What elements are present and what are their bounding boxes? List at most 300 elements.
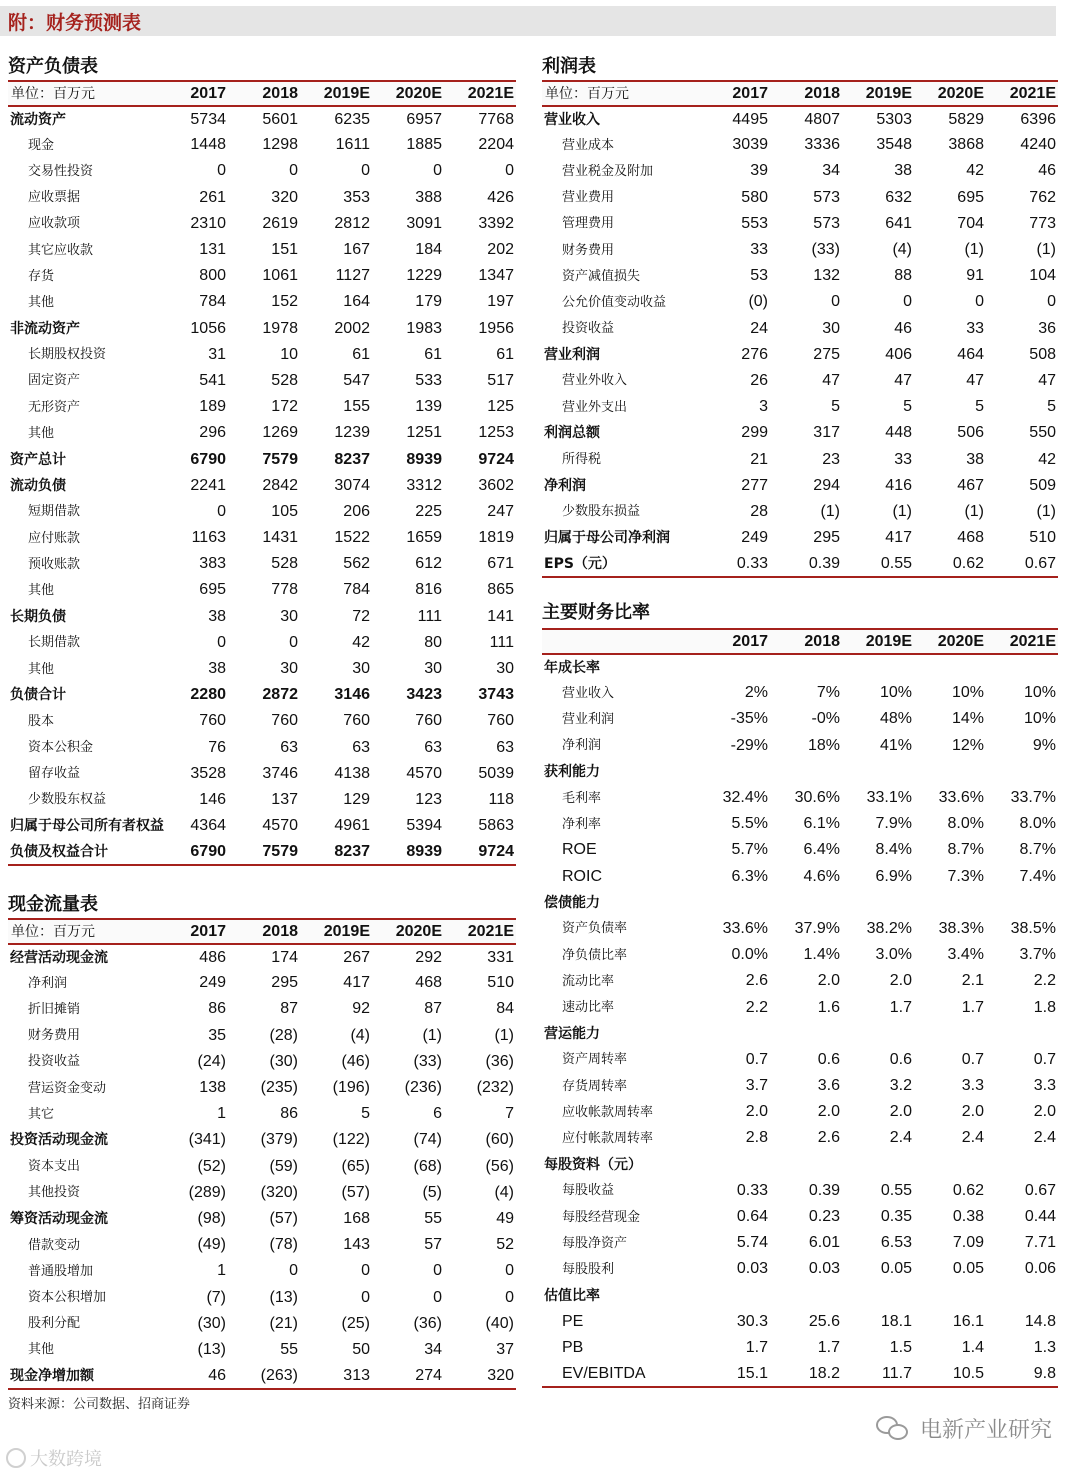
table-row [8,735,516,761]
cell-value: 0.06 [1024,1260,1056,1278]
cell-value: 33.6% [938,789,984,807]
cell-value: -29% [730,736,768,754]
row-label: 营业税金及附加 [562,163,654,179]
table-row [542,1021,1058,1047]
table-row [8,342,516,368]
cell-value: 0 [903,293,912,311]
cell-value: (232) [476,1079,514,1097]
table-row [542,185,1058,211]
cell-value: 28 [750,502,768,520]
table-row [542,1283,1058,1309]
cell-value: 48% [879,710,912,728]
table-row [8,368,516,394]
table-row [542,942,1058,968]
cell-value: 47 [822,371,840,389]
cell-value: 5601 [262,110,298,128]
cell-value: (1) [964,502,984,520]
cell-value: 8.7% [1019,841,1056,859]
cell-value: (24) [197,1052,226,1070]
cell-value [986,1152,1058,1178]
cell-value: 10% [879,684,912,702]
cell-value: 760 [271,712,298,730]
cell-value: 33.1% [866,789,912,807]
cell-value: 7768 [478,110,514,128]
cell-value: 141 [487,607,514,625]
row-label: 股本 [28,713,55,729]
row-label: 长期负债 [10,608,66,625]
cell-value: 5039 [478,764,514,782]
cell-value: 7579 [262,450,298,468]
row-label: 现金 [28,137,55,153]
cell-value: 7.9% [875,815,912,833]
cell-value: 91 [966,267,984,285]
cell-value: 105 [271,502,298,520]
balance-sheet-table [8,80,516,866]
cell-value: 3 [759,398,768,416]
row-label: 营业成本 [562,137,615,153]
cell-value: 7.3% [947,867,984,885]
table-row [542,473,1058,499]
cell-value: 1.7 [889,998,912,1016]
cell-value: 1239 [334,424,370,442]
cell-value: (57) [269,1209,298,1227]
cell-value: 6235 [334,110,370,128]
row-label: 毛利率 [562,790,602,806]
cell-value: 1 [217,1105,226,1123]
table-row [8,1284,516,1310]
table-row [8,158,516,184]
watermark [876,1413,1052,1444]
cell-value: (40) [485,1314,514,1332]
cell-value: 671 [487,555,514,573]
cell-value: 5863 [478,817,514,835]
table-row [8,1337,516,1363]
cell-value: 641 [885,214,912,232]
cell-value: 0.05 [952,1260,984,1278]
cell-value: 1.7 [961,998,984,1016]
table-row [8,473,516,499]
year-header: 2019E [842,629,914,654]
row-label: 每股净资产 [562,1235,628,1251]
row-label: 每股资料（元） [544,1156,642,1173]
cell-value: 0 [361,1288,370,1306]
table-row [8,656,516,682]
cell-value: 2.4 [1033,1129,1056,1147]
logo-icon [6,1448,26,1468]
cell-value: 87 [424,1000,442,1018]
table-row [542,263,1058,289]
cell-value: 0 [433,1262,442,1280]
cell-value: 0 [433,1288,442,1306]
cell-value: 2280 [190,686,226,704]
table-row [542,785,1058,811]
cell-value: 1819 [478,529,514,547]
cell-value: 168 [343,1209,370,1227]
cell-value: (1) [892,502,912,520]
row-label: 流动比率 [562,973,615,989]
cell-value: 61 [424,345,442,363]
cell-value: (1) [422,1026,442,1044]
cell-value: 2.0 [889,972,912,990]
cell-value: 562 [343,555,370,573]
cell-value: (4) [494,1183,514,1201]
cell-value: 247 [487,502,514,520]
income-statement-title: 利润表 [542,56,596,77]
table-row [542,1073,1058,1099]
row-label: 其他 [28,582,55,598]
row-label: 留存收益 [28,766,81,782]
cell-value: 2241 [190,476,226,494]
cell-value [842,1152,914,1178]
cell-value: 1253 [478,424,514,442]
cell-value: (13) [197,1340,226,1358]
cell-value [698,1152,770,1178]
cell-value: (33) [811,241,840,259]
cell-value: 111 [489,633,514,651]
cell-value: 0.62 [914,551,986,577]
cell-value: 23 [822,450,840,468]
cell-value: 0 [361,1262,370,1280]
cell-value: 8237 [334,450,370,468]
cell-value: 38.2% [866,919,912,937]
table-row [8,1206,516,1232]
cell-value: (56) [485,1157,514,1175]
cell-value: (46) [341,1052,370,1070]
row-label: 净负债比率 [562,947,628,963]
table-row [8,996,516,1022]
cell-value: 760 [487,712,514,730]
cell-value: 125 [487,398,514,416]
watermark-text: 电新产业研究 [919,1418,1052,1443]
cell-value: (30) [269,1052,298,1070]
cell-value: 4364 [190,817,226,835]
cell-value [914,890,986,916]
row-label: 折旧摊销 [28,1001,81,1017]
cell-value: 547 [343,371,370,389]
cell-value: 261 [199,188,226,206]
row-label: 获利能力 [544,763,600,780]
table-row [8,577,516,603]
table-row [542,837,1058,863]
cell-value: 0.6 [817,1050,840,1068]
cell-value: 1.5 [889,1338,912,1356]
cell-value: 295 [271,974,298,992]
cell-value [842,654,914,680]
cell-value: (21) [269,1314,298,1332]
table-row [8,944,516,970]
cell-value: 47 [1038,371,1056,389]
cell-value [842,890,914,916]
row-label: 营业外支出 [562,399,628,415]
row-label: 短期借款 [28,504,81,520]
cell-value: 30 [280,660,298,678]
row-label: 速动比率 [562,1000,615,1016]
cell-value: 41% [879,736,912,754]
table-row [8,630,516,656]
year-header: 2017 [698,81,770,106]
table-row [542,759,1058,785]
cell-value: 2.2 [745,998,768,1016]
row-label: 少数股东权益 [28,792,107,808]
cell-value: 2842 [262,476,298,494]
table-row [8,132,516,158]
row-label: EPS（元） [542,551,698,577]
cell-value: 7.4% [1019,867,1056,885]
cell-value [842,1021,914,1047]
row-label: 借款变动 [28,1237,81,1253]
cell-value: 146 [199,790,226,808]
table-row [8,970,516,996]
cell-value: 86 [280,1105,298,1123]
cell-value: (28) [269,1026,298,1044]
table-row [8,839,516,865]
cell-value [986,890,1058,916]
cell-value: 2.4 [889,1129,912,1147]
cell-value: 46 [894,319,912,337]
cell-value: 1978 [262,319,298,337]
row-label: 财务费用 [562,242,615,258]
cell-value: 2.6 [745,972,768,990]
cell-value: 468 [957,529,984,547]
row-label: 其他 [28,661,55,677]
cell-value: 573 [813,214,840,232]
cell-value: 8939 [372,839,444,865]
cell-value: (13) [269,1288,298,1306]
cell-value: 0.44 [1024,1208,1056,1226]
cell-value: 14.8 [1024,1312,1056,1330]
cell-value: 2.0 [889,1103,912,1121]
cell-value: (1) [820,502,840,520]
cell-value: (68) [413,1157,442,1175]
cell-value: 0 [289,162,298,180]
row-label: 利润总额 [544,425,600,442]
cell-value: 5 [903,398,912,416]
cell-value: 0 [289,1262,298,1280]
row-label: 流动资产 [10,111,66,128]
cell-value: 5 [975,398,984,416]
year-header: 2021E [444,919,516,944]
row-label: 非流动资产 [10,320,80,337]
cell-value: 3548 [876,136,912,154]
year-header: 2019E [300,919,372,944]
cell-value: 9% [1032,736,1056,754]
cell-value: 468 [415,974,442,992]
cell-value: 8939 [406,450,442,468]
cell-value: 528 [271,555,298,573]
row-label: 净利率 [562,816,602,832]
table-row [8,1363,516,1389]
cell-value: 197 [487,293,514,311]
cell-value: 10% [1023,710,1056,728]
cell-value: 32.4% [722,789,768,807]
row-label: 营业收入 [562,685,615,701]
table-row [8,394,516,420]
cell-value: 510 [487,974,514,992]
cell-value: 0 [1047,293,1056,311]
cell-value: 8237 [300,839,372,865]
cell-value: 3423 [406,686,442,704]
cell-value: 509 [1029,476,1056,494]
cell-value: 816 [415,581,442,599]
cell-value [986,1283,1058,1309]
cell-value: 2.0 [817,972,840,990]
table-row [542,654,1058,680]
cell-value: (4) [892,241,912,259]
cash-flow-table [8,918,516,1390]
cell-value: -0% [811,710,840,728]
cell-value: 15.1 [698,1361,770,1387]
cell-value: 1 [217,1262,226,1280]
cell-value: 0.7 [1033,1050,1056,1068]
cell-value: 2872 [262,686,298,704]
cell-value: 388 [415,188,442,206]
cell-value: 47 [966,371,984,389]
table-row [8,1154,516,1180]
cell-value: 331 [487,948,514,966]
cell-value: 573 [813,188,840,206]
table-row [542,916,1058,942]
cell-value: 695 [199,581,226,599]
cell-value: 0.33 [698,551,770,577]
cell-value: 4807 [804,110,840,128]
table-row [542,446,1058,472]
row-label: 其他 [28,425,55,441]
cell-value: 87 [280,1000,298,1018]
table-row [8,787,516,813]
cell-value: 0 [289,633,298,651]
row-label: 负债及权益合计 [8,839,156,865]
row-label: 应付帐款周转率 [562,1130,654,1146]
cell-value [914,1152,986,1178]
cell-value: 467 [957,476,984,494]
row-label: 投资活动现金流 [10,1132,108,1149]
cell-value: 317 [813,424,840,442]
table-header-row [542,81,1058,106]
cell-value: 353 [343,188,370,206]
cell-value: 1431 [262,529,298,547]
cell-value: 6957 [406,110,442,128]
cell-value: 5303 [876,110,912,128]
cell-value: 61 [496,345,514,363]
table-row [8,1311,516,1337]
cell-value: (0) [748,293,768,311]
cell-value: (65) [341,1157,370,1175]
cell-value: 33.7% [1010,789,1056,807]
cell-value: 111 [417,607,442,625]
cell-value: 3.3 [961,1077,984,1095]
unit-label [542,629,698,654]
cell-value: 6 [433,1105,442,1123]
cell-value: 2619 [262,214,298,232]
table-row [542,342,1058,368]
cell-value: 42 [1038,450,1056,468]
cell-value: 1885 [406,136,442,154]
table-row [542,1309,1058,1335]
row-label: 资本公积金 [28,740,94,756]
cell-value: 34 [822,162,840,180]
table-row [8,211,516,237]
row-label: 长期股权投资 [28,347,107,363]
cell-value: 4961 [334,817,370,835]
table-row [542,237,1058,263]
cell-value: 5734 [190,110,226,128]
cell-value [914,759,986,785]
ratios-table [542,628,1058,1388]
table-row [542,1230,1058,1256]
cell-value: 30.6% [794,789,840,807]
cell-value [698,759,770,785]
cell-value: 129 [343,790,370,808]
row-label: 净利润 [544,477,586,494]
cell-value: (78) [269,1236,298,1254]
cell-value: 417 [885,529,912,547]
cell-value: 313 [300,1363,372,1389]
cell-value: 151 [271,241,298,259]
cell-value: (4) [350,1026,370,1044]
table-row [8,708,516,734]
cell-value: 695 [957,188,984,206]
cell-value: 5394 [406,817,442,835]
cell-value: 612 [415,555,442,573]
row-label: 投资收益 [562,321,615,337]
cell-value: 7% [816,684,840,702]
table-row [8,1023,516,1049]
cell-value: 1.3 [1033,1338,1056,1356]
cell-value: 37 [496,1340,514,1358]
cell-value: 5 [1047,398,1056,416]
cell-value: 1269 [262,424,298,442]
table-row [8,682,516,708]
cell-value: 0 [433,162,442,180]
cell-value: 18.1 [880,1312,912,1330]
cell-value: (1) [1036,502,1056,520]
cell-value: 778 [271,581,298,599]
cell-value: 2.1 [961,972,984,990]
cell-value: 3146 [334,686,370,704]
cell-value: (52) [197,1157,226,1175]
cell-value: 274 [372,1363,444,1389]
cell-value: 580 [741,188,768,206]
year-header: 2018 [228,919,300,944]
table-row [8,761,516,787]
cell-value [698,890,770,916]
cell-value: 406 [885,345,912,363]
cell-value: 506 [957,424,984,442]
cell-value: 33 [966,319,984,337]
cell-value: 2.4 [961,1129,984,1147]
table-row [542,1152,1058,1178]
row-label: 应收票据 [28,190,81,206]
cell-value: 276 [741,345,768,363]
row-label: 股利分配 [28,1316,81,1332]
cell-value: 417 [343,974,370,992]
cell-value [986,1021,1058,1047]
cell-value: 118 [488,790,514,808]
cell-value: 0.0% [731,946,768,964]
cell-value: 104 [1029,267,1056,285]
cell-value: 46 [1038,162,1056,180]
table-row [542,316,1058,342]
cell-value: 8.7% [947,841,984,859]
cell-value: 37.9% [794,919,840,937]
cell-value [770,654,842,680]
cell-value: 152 [271,293,298,311]
table-row [542,1361,1058,1387]
cell-value: 0.03 [736,1260,768,1278]
row-label: 筹资活动现金流 [10,1210,108,1227]
table-row [542,811,1058,837]
table-row [8,289,516,315]
